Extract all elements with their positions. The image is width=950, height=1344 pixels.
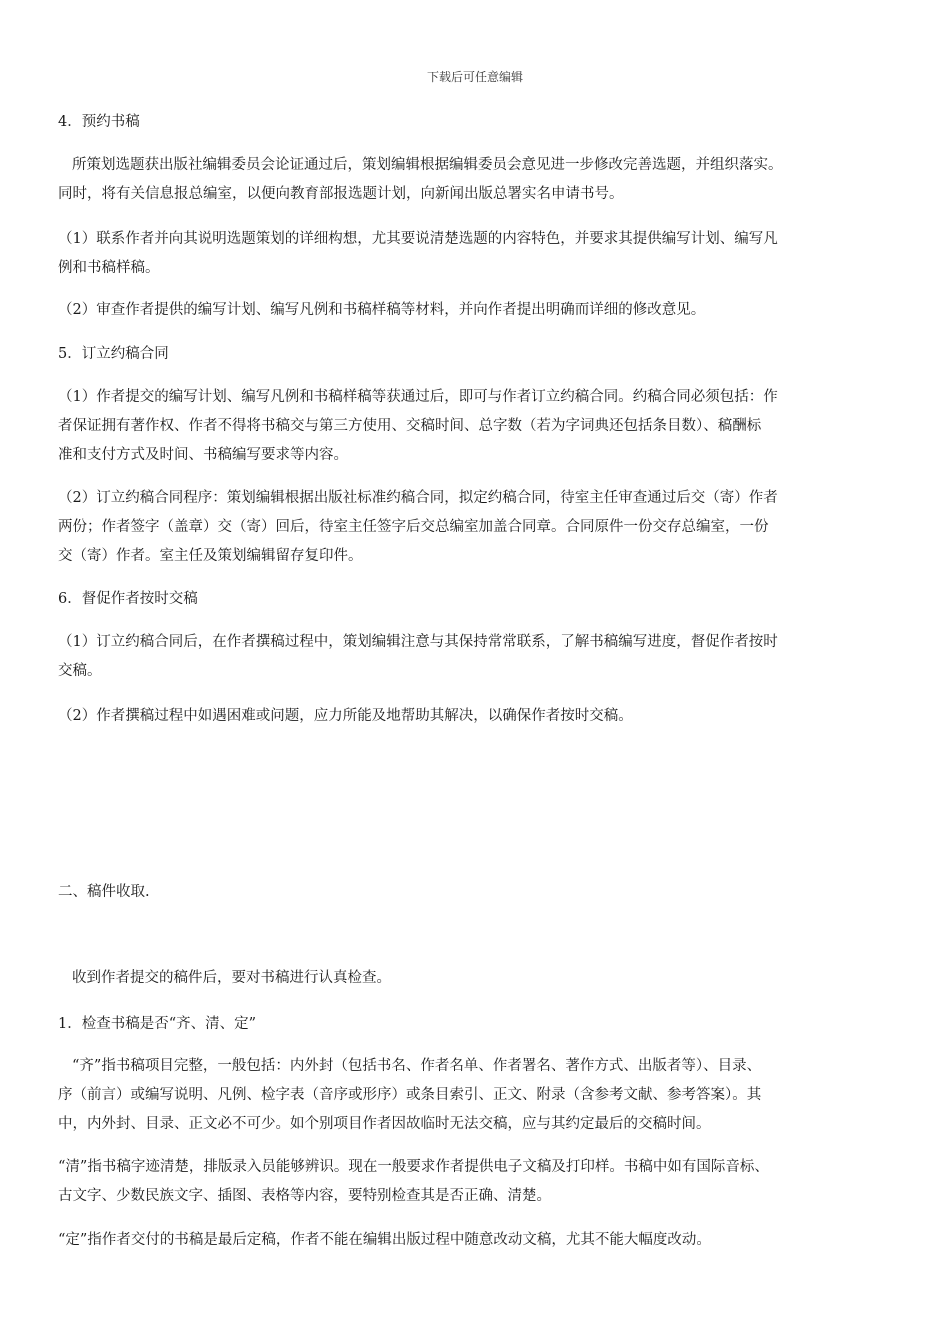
paragraph-line: “定”指作者交付的书稿是最后定稿，作者不能在编辑出版过程中随意改动文稿，尤其不能大幅度改动。 (58, 1232, 711, 1248)
section-heading-1 (58, 1010, 894, 1039)
paragraph-line: （1）作者提交的编写计划、编写凡例和书稿样稿等获通过后，即可与作者订立约稿合同。约稿合同必须包括：作 (58, 389, 778, 405)
paragraph-1 (58, 151, 894, 209)
heading-text: 1．检查书稿是否“齐、清、定” (58, 1016, 257, 1032)
paragraph-line: （2）订立约稿合同程序：策划编辑根据出版社标准约稿合同，拟定约稿合同，待室主任审查通过后交（寄）作者 (58, 490, 778, 506)
section-heading-6 (58, 585, 894, 614)
paragraph-5 (58, 484, 894, 571)
paragraph-line: 交稿。 (58, 663, 102, 679)
paragraph-11 (58, 1226, 894, 1255)
paragraph-line: 中，内外封、目录、正文必不可少。如个别项目作者因故临时无法交稿，应与其约定最后的交稿时间。 (58, 1116, 711, 1132)
page-header: 下载后可任意编辑 (426, 70, 523, 84)
heading-text: 二、稿件收取. (58, 884, 150, 900)
paragraph-9 (58, 1052, 894, 1139)
paragraph-line: “清”指书稿字迹清楚，排版录入员能够辨识。现在一般要求作者提供电子文稿及打印样。书稿中如有国际音标、 (58, 1159, 769, 1175)
paragraph-2 (58, 225, 894, 283)
section-heading-4 (58, 108, 894, 137)
paragraph-line: （2）审查作者提供的编写计划、编写凡例和书稿样稿等材料，并向作者提出明确而详细的修改意见。 (58, 302, 706, 318)
paragraph-line: （1）联系作者并向其说明选题策划的详细构想，尤其要说清楚选题的内容特色，并要求其提供编写计划、编写凡 (58, 231, 778, 247)
paragraph-line: 所策划选题获出版社编辑委员会论证通过后，策划编辑根据编辑委员会意见进一步修改完善选题，并组织落实。 (72, 157, 783, 173)
paragraph-6 (58, 628, 894, 686)
paragraph-8 (58, 964, 894, 993)
paragraph-10 (58, 1153, 894, 1211)
heading-text: 5．订立约稿合同 (58, 346, 169, 362)
paragraph-line: 交（寄）作者。室主任及策划编辑留存复印件。 (58, 548, 363, 564)
paragraph-line: （2）作者撰稿过程中如遇困难或问题，应力所能及地帮助其解决，以确保作者按时交稿。 (58, 708, 633, 724)
paragraph-line: 两份；作者签字（盖章）交（寄）回后，待室主任签字后交总编室加盖合同章。合同原件一份交存总编室，一份 (58, 519, 769, 535)
heading-text: 4．预约书稿 (58, 114, 140, 130)
section-heading-2 (58, 878, 894, 907)
paragraph-line: 收到作者提交的稿件后，要对书稿进行认真检查。 (72, 970, 391, 986)
paragraph-line: 同时，将有关信息报总编室，以便向教育部报选题计划，向新闻出版总署实名申请书号。 (58, 186, 624, 202)
paragraph-7 (58, 702, 894, 731)
paragraph-line: 例和书稿样稿。 (58, 260, 160, 276)
paragraph-line: 序（前言）或编写说明、凡例、检字表（音序或形序）或条目索引、正文、附录（含参考文献、参考答案）。其 (58, 1087, 762, 1103)
paragraph-line: 者保证拥有著作权、作者不得将书稿交与第三方使用、交稿时间、总字数（若为字词典还包括条目数）、稿酬标 (58, 418, 762, 434)
paragraph-4 (58, 383, 894, 470)
paragraph-line: “齐”指书稿项目完整，一般包括：内外封（包括书名、作者名单、作者署名、著作方式、出版者等）、目录、 (72, 1058, 762, 1074)
paragraph-line: （1）订立约稿合同后，在作者撰稿过程中，策划编辑注意与其保持常常联系，了解书稿编写进度，督促作者按时 (58, 634, 778, 650)
paragraph-line: 古文字、少数民族文字、插图、表格等内容，要特别检查其是否正确、清楚。 (58, 1188, 551, 1204)
heading-text: 6．督促作者按时交稿 (58, 591, 198, 607)
section-heading-5 (58, 340, 894, 369)
paragraph-3 (58, 296, 894, 325)
paragraph-line: 准和支付方式及时间、书稿编写要求等内容。 (58, 447, 348, 463)
